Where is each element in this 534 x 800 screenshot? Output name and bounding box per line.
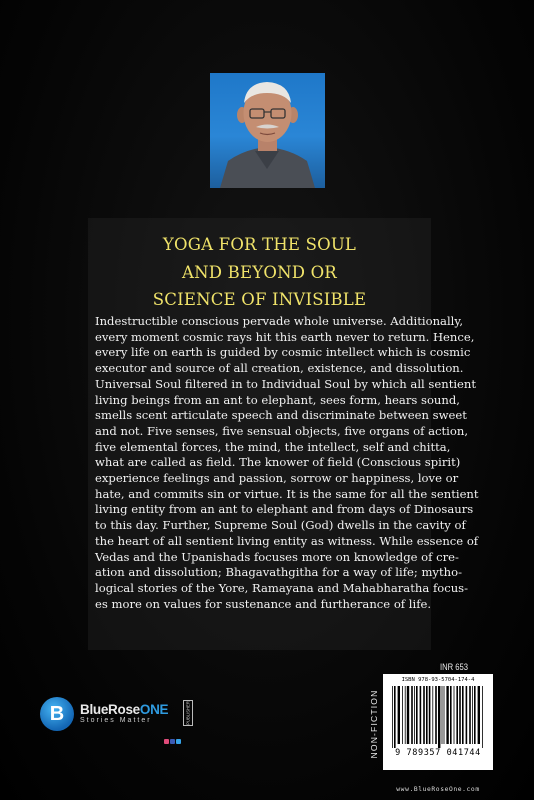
publisher-name bbox=[80, 702, 168, 717]
barcode-digits: 9 789357 041744 bbox=[395, 748, 481, 758]
blurb-line: logical stories of the Yore, Ramayana and Mahabharatha focus- bbox=[95, 580, 469, 595]
blurb-line: living beings from an ant to elephant, sees form, hears sound, bbox=[95, 392, 460, 407]
blurb-line: Universal Soul filtered in to Individual Soul by which all sentient bbox=[95, 376, 477, 391]
publisher-logo bbox=[40, 697, 200, 737]
blurb-line: every life on earth is guided by cosmic intellect which is cosmic bbox=[95, 345, 471, 360]
book-title bbox=[88, 231, 431, 314]
blurb-line: every moment cosmic rays hit this earth never to return. Hence, bbox=[95, 329, 475, 344]
book-title-line: SCIENCE OF INVISIBLE bbox=[152, 290, 367, 309]
book-blurb bbox=[95, 314, 479, 612]
blurb-line: five elemental forces, the mind, the intellect, self and chitta, bbox=[95, 439, 451, 454]
publisher-tagline: Stories Matter bbox=[80, 717, 152, 724]
isbn-label: ISBN 978-93-5704-174-4 bbox=[401, 677, 475, 683]
instagram-icon bbox=[164, 739, 169, 744]
blurb-line: smells scent articulate speech and discriminate between sweet bbox=[95, 408, 467, 423]
blurb-line: Indestructible conscious pervade whole universe. Additionally, bbox=[95, 314, 464, 328]
publisher-name-main: BlueRose bbox=[80, 702, 140, 717]
social-icons bbox=[164, 729, 182, 735]
barcode-bars bbox=[391, 686, 485, 748]
blurb-line: ation and dissolution; Bhagavathgitha for a way of life; mytho- bbox=[95, 565, 463, 580]
blurb-line: to this day. Further, Supreme Soul (God) dwells in the cavity of bbox=[95, 518, 466, 533]
publisher-name-accent: ONE bbox=[139, 702, 169, 717]
book-title-line: YOGA FOR THE SOUL bbox=[162, 235, 357, 254]
barcode bbox=[383, 674, 493, 770]
blurb-line: the heart of all sentient living entity as witness. While essence of bbox=[95, 533, 479, 548]
genre-label: NON-FICTION bbox=[369, 689, 379, 759]
price-label: INR 653 bbox=[440, 662, 469, 672]
blurb-line: Vedas and the Upanishads focuses more on knowledge of cre- bbox=[95, 549, 459, 564]
publisher-website: www.BlueRoseOne.com bbox=[396, 786, 480, 793]
publisher-imprint: PUBLISHER bbox=[183, 700, 193, 726]
blurb-line: living entity from an ant to elephant and from days of Dinosaurs bbox=[95, 502, 474, 517]
blurb-line: hate, and commits sin or virtue. It is the same for all the sentient bbox=[95, 486, 479, 501]
blurb-line: experience feelings and passion, sorrow or happiness, love or bbox=[95, 471, 459, 486]
blurb-line: es more on values for sustenance and furtherance of life. bbox=[95, 596, 432, 611]
facebook-icon bbox=[170, 739, 175, 744]
twitter-icon bbox=[176, 739, 181, 744]
blurb-line: what are called as field. The knower of field (Conscious spirit) bbox=[95, 455, 461, 470]
publisher-badge-icon: B bbox=[40, 697, 74, 731]
author-photo bbox=[210, 73, 325, 188]
blurb-line: and not. Five senses, five sensual objects, five organs of action, bbox=[95, 423, 469, 438]
book-title-line: AND BEYOND OR bbox=[182, 262, 337, 282]
blurb-line: executor and source of all creation, existence, and dissolution. bbox=[95, 361, 464, 376]
